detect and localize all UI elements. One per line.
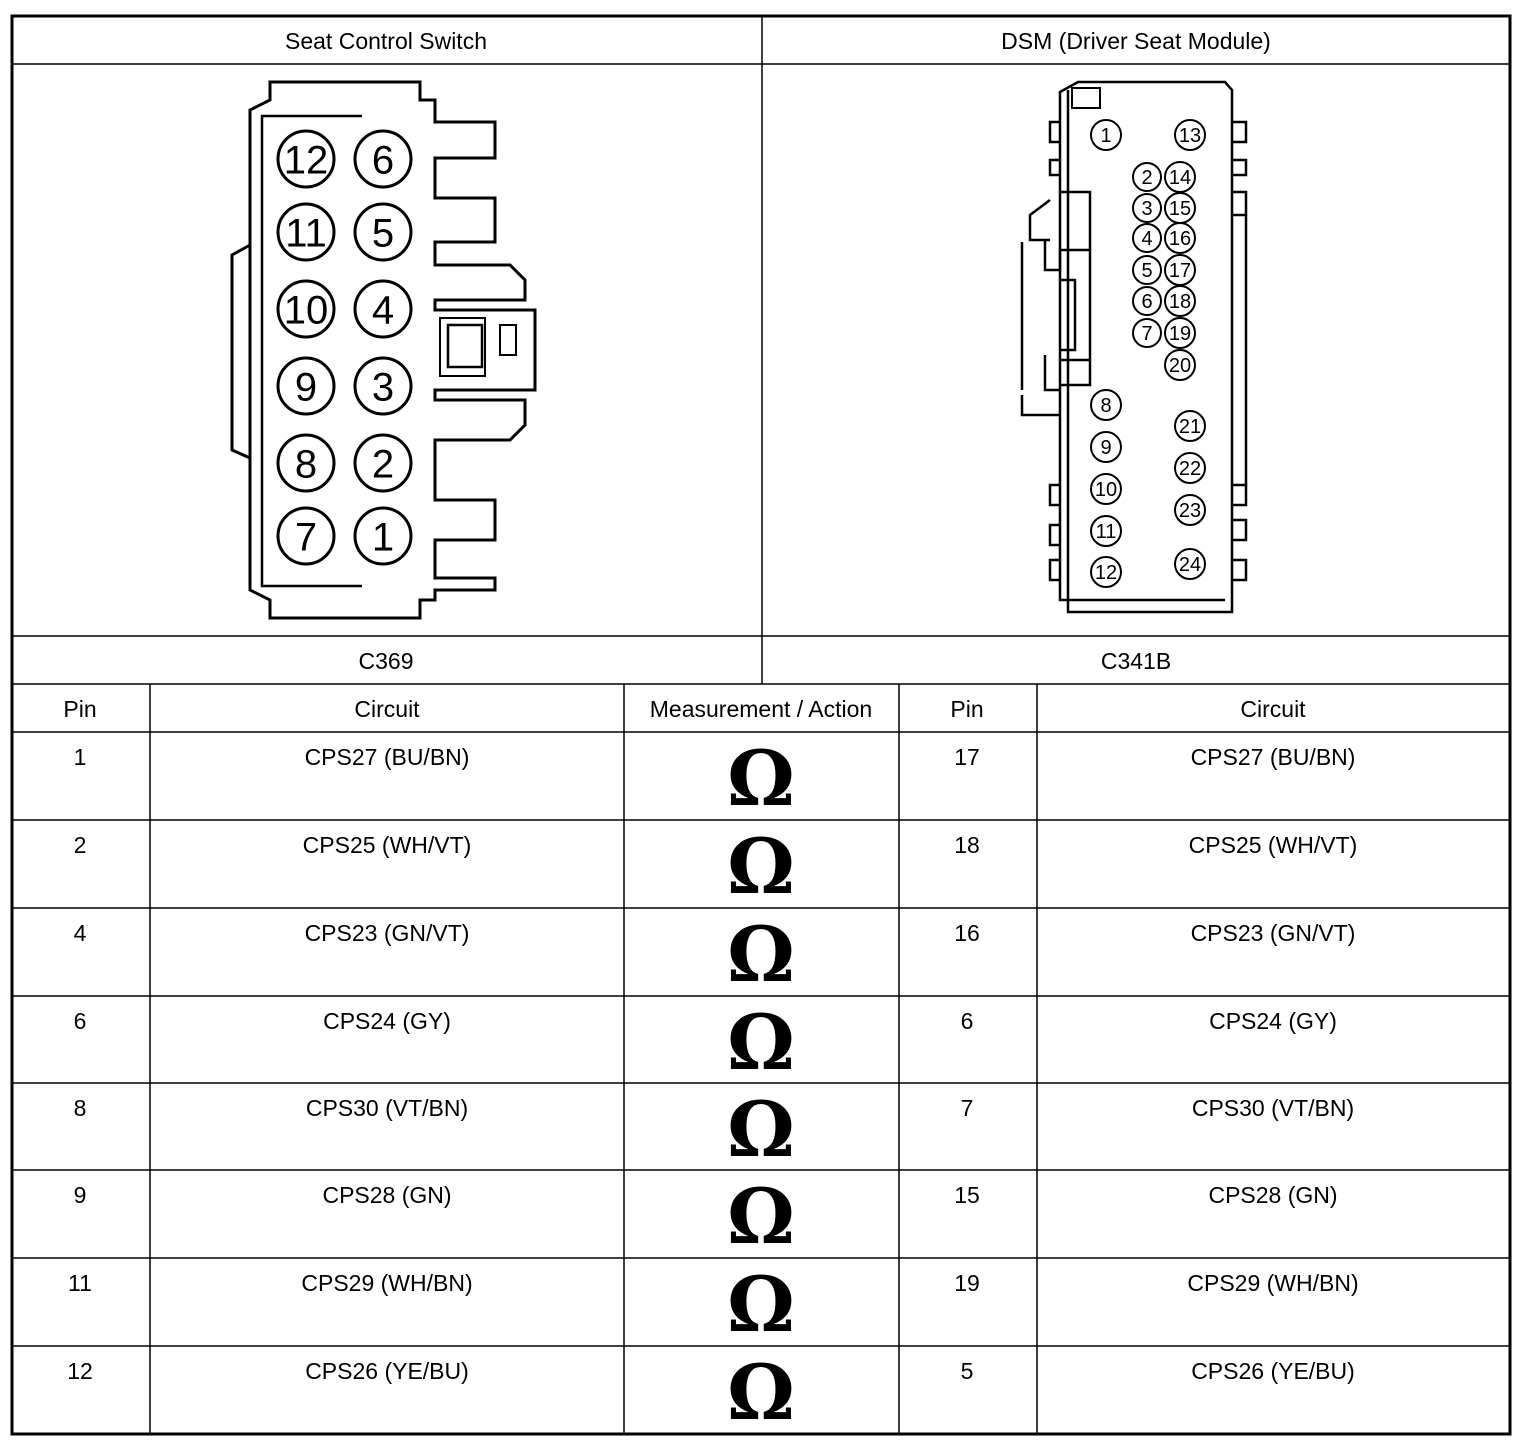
dsm-pin-label: 1 [1100, 125, 1112, 148]
switch-pin [278, 435, 334, 491]
dsm-pin [1175, 495, 1205, 525]
dsm-pin [1133, 163, 1161, 191]
dsm-pin [1165, 350, 1195, 380]
row-circuit-b: CPS25 (WH/VT) [1188, 832, 1358, 858]
dsm-pin-label: 2 [1141, 167, 1153, 190]
switch-pin-label: 7 [294, 515, 318, 560]
row-circuit-b: CPS23 (GN/VT) [1190, 920, 1356, 946]
switch-pin-label: 3 [371, 365, 395, 410]
row-pin-a: 9 [73, 1182, 87, 1208]
dsm-pin-label: 19 [1168, 323, 1192, 346]
dsm-pin [1091, 390, 1121, 420]
ohm-icon: Ω [727, 998, 795, 1087]
dsm-pin-label: 6 [1141, 291, 1153, 314]
dsm-pin-label: 21 [1178, 416, 1202, 439]
switch-pin [355, 204, 411, 260]
row-circuit-a: CPS30 (VT/BN) [305, 1095, 469, 1121]
switch-pin [355, 358, 411, 414]
row-pin-b: 17 [954, 744, 980, 770]
switch-pin [278, 204, 334, 260]
row-circuit-a: CPS24 (GY) [323, 1008, 451, 1034]
dsm-pin [1165, 255, 1195, 285]
col-header-measurement: Measurement / Action [649, 696, 873, 722]
right-connector-title: DSM (Driver Seat Module) [1001, 28, 1271, 54]
dsm-pin [1133, 287, 1161, 315]
dsm-pin [1133, 319, 1161, 347]
row-pin-a: 8 [73, 1095, 87, 1121]
dsm-pin [1175, 120, 1205, 150]
row-circuit-a: CPS27 (BU/BN) [304, 744, 470, 770]
switch-pin [355, 131, 411, 187]
row-pin-a: 6 [73, 1008, 87, 1034]
dsm-pin-label: 14 [1168, 167, 1192, 190]
ohm-icon: Ω [727, 1085, 795, 1174]
dsm-pin-label: 17 [1168, 260, 1192, 283]
dsm-pin [1175, 549, 1205, 579]
switch-pin-label: 5 [371, 211, 395, 256]
switch-pin-label: 11 [285, 211, 327, 256]
switch-pin-label: 12 [283, 138, 329, 183]
col-header-pin-b: Pin [950, 696, 984, 722]
dsm-pin-label: 7 [1141, 323, 1153, 346]
switch-pin [278, 358, 334, 414]
ohm-icon: Ω [727, 1260, 795, 1349]
row-pin-a: 12 [67, 1358, 93, 1384]
row-pin-b: 19 [954, 1270, 980, 1296]
dsm-pin-label: 22 [1178, 458, 1202, 481]
dsm-pins [1091, 120, 1205, 587]
dsm-pin-label: 10 [1094, 479, 1118, 502]
dsm-pin-label: 11 [1095, 521, 1117, 544]
switch-pin [355, 508, 411, 564]
row-pin-b: 18 [954, 832, 980, 858]
switch-pin [278, 131, 334, 187]
switch-pin-label: 6 [371, 138, 395, 183]
dsm-pin [1165, 162, 1195, 192]
dsm-pin-label: 8 [1100, 395, 1112, 418]
dsm-pin-label: 23 [1178, 500, 1202, 523]
row-circuit-b: CPS27 (BU/BN) [1190, 744, 1356, 770]
switch-pin [278, 508, 334, 564]
switch-pin-label: 10 [283, 288, 329, 333]
row-circuit-b: CPS26 (YE/BU) [1191, 1358, 1355, 1384]
col-header-circuit-b: Circuit [1240, 696, 1306, 722]
row-pin-b: 7 [960, 1095, 974, 1121]
ohm-icon: Ω [727, 1348, 795, 1437]
row-pin-b: 16 [954, 920, 980, 946]
ohm-icon: Ω [727, 734, 795, 823]
ohm-icon: Ω [727, 910, 795, 999]
row-pin-b: 15 [954, 1182, 980, 1208]
row-circuit-a: CPS23 (GN/VT) [304, 920, 470, 946]
right-connector-id: C341B [1100, 648, 1172, 674]
switch-pin-label: 4 [371, 288, 395, 333]
dsm-pin-label: 3 [1141, 198, 1153, 221]
dsm-pin [1091, 557, 1121, 587]
switch-pin [355, 281, 411, 337]
col-header-pin-a: Pin [63, 696, 97, 722]
left-connector-id: C369 [358, 648, 414, 674]
dsm-pin [1133, 194, 1161, 222]
dsm-pin [1165, 318, 1195, 348]
row-circuit-b: CPS29 (WH/BN) [1187, 1270, 1359, 1296]
dsm-pin-label: 24 [1178, 554, 1202, 577]
row-pin-a: 4 [73, 920, 87, 946]
switch-pin [278, 281, 334, 337]
ohm-icon: Ω [727, 1172, 795, 1261]
row-circuit-a: CPS29 (WH/BN) [301, 1270, 473, 1296]
dsm-pin [1165, 193, 1195, 223]
pinout-table-rows [67, 734, 1358, 1437]
switch-pin [355, 435, 411, 491]
dsm-pin-label: 9 [1100, 437, 1112, 460]
dsm-pin [1175, 411, 1205, 441]
switch-pin-label: 8 [294, 442, 318, 487]
ohm-icon: Ω [727, 822, 795, 911]
row-circuit-b: CPS30 (VT/BN) [1191, 1095, 1355, 1121]
dsm-pin [1165, 286, 1195, 316]
seat-switch-pins [278, 131, 411, 564]
row-circuit-b: CPS24 (GY) [1209, 1008, 1337, 1034]
dsm-pin-label: 20 [1168, 355, 1192, 378]
switch-pin-label: 9 [294, 365, 318, 410]
dsm-pin [1091, 516, 1121, 546]
row-pin-b: 6 [960, 1008, 974, 1034]
dsm-pin-label: 13 [1178, 125, 1202, 148]
dsm-pin-label: 15 [1168, 198, 1192, 221]
left-connector-title: Seat Control Switch [285, 28, 487, 54]
row-pin-b: 5 [960, 1358, 974, 1384]
switch-pin-label: 2 [371, 442, 395, 487]
dsm-pin-label: 4 [1141, 228, 1153, 251]
dsm-pin [1133, 224, 1161, 252]
dsm-pin [1175, 453, 1205, 483]
dsm-pin [1091, 432, 1121, 462]
row-pin-a: 2 [73, 832, 87, 858]
dsm-connector-drawing [1022, 82, 1246, 612]
dsm-pin [1133, 256, 1161, 284]
row-pin-a: 1 [73, 744, 87, 770]
row-circuit-a: CPS26 (YE/BU) [305, 1358, 469, 1384]
dsm-pin [1091, 120, 1121, 150]
dsm-pin-label: 18 [1168, 291, 1192, 314]
dsm-pin-label: 12 [1094, 562, 1118, 585]
dsm-pin-label: 16 [1168, 228, 1192, 251]
dsm-pin-label: 5 [1141, 260, 1153, 283]
dsm-pin [1165, 223, 1195, 253]
row-circuit-a: CPS28 (GN) [322, 1182, 452, 1208]
switch-pin-label: 1 [371, 515, 395, 560]
row-circuit-b: CPS28 (GN) [1208, 1182, 1338, 1208]
col-header-circuit-a: Circuit [354, 696, 420, 722]
row-pin-a: 11 [68, 1270, 92, 1296]
row-circuit-a: CPS25 (WH/VT) [302, 832, 472, 858]
dsm-pin [1091, 474, 1121, 504]
